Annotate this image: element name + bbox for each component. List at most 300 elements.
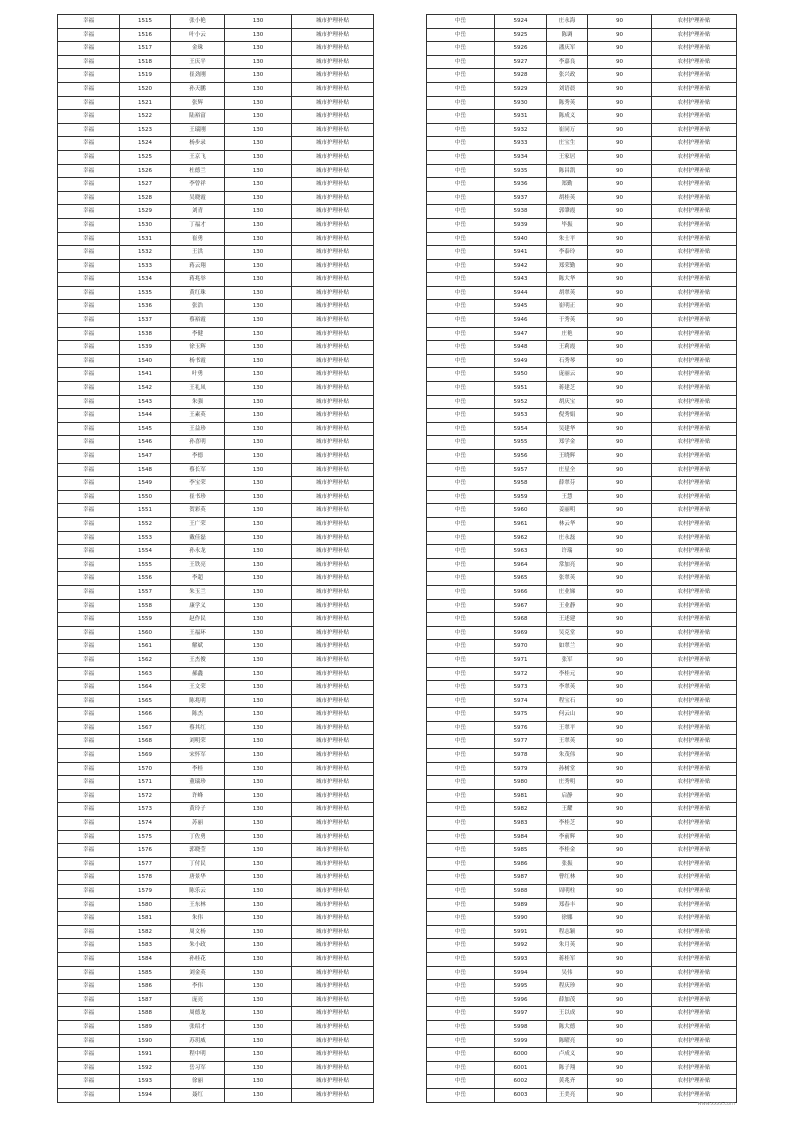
serial-number-cell: 1524 [120,137,171,151]
serial-number-cell: 5942 [495,259,547,273]
name-cell: 丁佐勇 [171,830,225,844]
town-cell: 中岳 [427,762,495,776]
amount-cell: 130 [225,558,292,572]
amount-cell: 90 [588,667,652,681]
name-cell: 程庆珍 [547,980,588,994]
town-cell: 幸福 [58,721,120,735]
serial-number-cell: 1534 [120,273,171,287]
amount-cell: 130 [225,1007,292,1021]
name-cell: 李前辉 [547,830,588,844]
table-row [58,885,374,899]
amount-cell: 90 [588,857,652,871]
subsidy-type-cell: 农村护理补贴 [652,925,737,939]
town-cell: 中岳 [427,830,495,844]
name-cell: 黄红珠 [171,286,225,300]
subsidy-type-cell: 城市护理补贴 [292,830,374,844]
amount-cell: 130 [225,341,292,355]
town-cell: 中岳 [427,640,495,654]
name-cell: 潘庆军 [547,42,588,56]
name-cell: 许峰 [171,789,225,803]
subsidy-type-cell: 城市护理补贴 [292,980,374,994]
serial-number-cell: 5987 [495,871,547,885]
name-cell: 孙喜明 [171,436,225,450]
subsidy-type-cell: 城市护理补贴 [292,776,374,790]
subsidy-type-cell: 城市护理补贴 [292,409,374,423]
town-cell: 中岳 [427,708,495,722]
name-cell: 黄玲子 [171,803,225,817]
name-cell: 王京飞 [171,150,225,164]
amount-cell: 90 [588,395,652,409]
amount-cell: 130 [225,490,292,504]
name-cell: 张浩 [171,300,225,314]
town-cell: 中岳 [427,1020,495,1034]
amount-cell: 130 [225,28,292,42]
name-cell: 徐丽 [171,1075,225,1089]
table-row [58,300,374,314]
table-row [427,545,737,559]
name-cell: 李健 [171,327,225,341]
table-row [58,314,374,328]
town-cell: 中岳 [427,613,495,627]
town-cell: 幸福 [58,82,120,96]
serial-number-cell: 5933 [495,137,547,151]
subsidy-type-cell: 农村护理补贴 [652,259,737,273]
serial-number-cell: 5944 [495,286,547,300]
town-cell: 中岳 [427,993,495,1007]
serial-number-cell: 5931 [495,110,547,124]
amount-cell: 90 [588,694,652,708]
amount-cell: 130 [225,246,292,260]
amount-cell: 90 [588,1007,652,1021]
name-cell: 陈大华 [547,273,588,287]
name-cell: 程志颖 [547,925,588,939]
name-cell: 崔明正 [547,300,588,314]
subsidy-type-cell: 城市护理补贴 [292,653,374,667]
town-cell: 幸福 [58,912,120,926]
serial-number-cell: 5991 [495,925,547,939]
table-row [58,830,374,844]
town-cell: 中岳 [427,395,495,409]
town-cell: 幸福 [58,531,120,545]
serial-number-cell: 1574 [120,817,171,831]
serial-number-cell: 1535 [120,286,171,300]
table-row [58,110,374,124]
serial-number-cell: 5952 [495,395,547,409]
subsidy-type-cell: 农村护理补贴 [652,354,737,368]
table-row [427,939,737,953]
table-row [58,1007,374,1021]
amount-cell: 130 [225,450,292,464]
serial-number-cell: 5951 [495,382,547,396]
name-cell: 程宝石 [547,694,588,708]
serial-number-cell: 5999 [495,1034,547,1048]
town-cell: 幸福 [58,463,120,477]
subsidy-type-cell: 农村护理补贴 [652,286,737,300]
subsidy-type-cell: 城市护理补贴 [292,504,374,518]
town-cell: 中岳 [427,123,495,137]
subsidy-type-cell: 农村护理补贴 [652,341,737,355]
serial-number-cell: 5975 [495,708,547,722]
amount-cell: 90 [588,912,652,926]
subsidy-type-cell: 城市护理补贴 [292,354,374,368]
amount-cell: 90 [588,966,652,980]
name-cell: 王以成 [547,1007,588,1021]
serial-number-cell: 1545 [120,422,171,436]
serial-number-cell: 5961 [495,517,547,531]
town-cell: 幸福 [58,450,120,464]
amount-cell: 130 [225,150,292,164]
town-cell: 幸福 [58,572,120,586]
serial-number-cell: 5984 [495,830,547,844]
amount-cell: 130 [225,871,292,885]
town-cell: 幸福 [58,1061,120,1075]
amount-cell: 90 [588,327,652,341]
subsidy-type-cell: 农村护理补贴 [652,368,737,382]
subsidy-type-cell: 城市护理补贴 [292,626,374,640]
name-cell: 宋怀军 [171,749,225,763]
subsidy-type-cell: 城市护理补贴 [292,572,374,586]
amount-cell: 130 [225,531,292,545]
town-cell: 中岳 [427,898,495,912]
amount-cell: 130 [225,354,292,368]
subsidy-type-cell: 城市护理补贴 [292,477,374,491]
serial-number-cell: 5971 [495,653,547,667]
table-row [58,721,374,735]
subsidy-type-cell: 城市护理补贴 [292,341,374,355]
table-row [427,42,737,56]
name-cell: 朱士平 [547,232,588,246]
town-cell: 中岳 [427,681,495,695]
amount-cell: 90 [588,368,652,382]
amount-cell: 130 [225,735,292,749]
table-row [58,844,374,858]
subsidy-type-cell: 农村护理补贴 [652,517,737,531]
serial-number-cell: 1536 [120,300,171,314]
amount-cell: 90 [588,545,652,559]
amount-cell: 90 [588,42,652,56]
serial-number-cell: 5938 [495,205,547,219]
amount-cell: 90 [588,463,652,477]
serial-number-cell: 1533 [120,259,171,273]
serial-number-cell: 1539 [120,341,171,355]
table-row [427,531,737,545]
name-cell: 薛翠芬 [547,477,588,491]
name-cell: 王瑞刚 [171,123,225,137]
name-cell: 张辉 [171,96,225,110]
town-cell: 中岳 [427,1048,495,1062]
table-row [427,178,737,192]
table-row [58,966,374,980]
subsidy-type-cell: 农村护理补贴 [652,28,737,42]
table-row [58,667,374,681]
town-cell: 幸福 [58,640,120,654]
serial-number-cell: 5958 [495,477,547,491]
subsidy-type-cell: 农村护理补贴 [652,450,737,464]
serial-number-cell: 1520 [120,82,171,96]
subsidy-type-cell: 城市护理补贴 [292,450,374,464]
serial-number-cell: 1567 [120,721,171,735]
subsidy-type-cell: 城市护理补贴 [292,137,374,151]
subsidy-type-cell: 城市护理补贴 [292,735,374,749]
name-cell: 蒋云翔 [171,259,225,273]
serial-number-cell: 5973 [495,681,547,695]
amount-cell: 90 [588,762,652,776]
amount-cell: 130 [225,164,292,178]
serial-number-cell: 1553 [120,531,171,545]
amount-cell: 90 [588,980,652,994]
amount-cell: 130 [225,259,292,273]
name-cell: 金珠 [171,42,225,56]
subsidy-type-cell: 城市护理补贴 [292,749,374,763]
name-cell: 蒋建芝 [547,382,588,396]
subsidy-type-cell: 农村护理补贴 [652,1075,737,1089]
name-cell: 王耀 [547,803,588,817]
amount-cell: 90 [588,422,652,436]
serial-number-cell: 5953 [495,409,547,423]
town-cell: 幸福 [58,218,120,232]
town-cell: 幸福 [58,110,120,124]
name-cell: 孙桂花 [171,952,225,966]
serial-number-cell: 5928 [495,69,547,83]
serial-number-cell: 1527 [120,178,171,192]
name-cell: 姜丽明 [547,504,588,518]
table-row [58,150,374,164]
amount-cell: 130 [225,382,292,396]
town-cell: 幸福 [58,857,120,871]
amount-cell: 130 [225,830,292,844]
town-cell: 中岳 [427,178,495,192]
amount-cell: 90 [588,572,652,586]
name-cell: 陈兆明 [171,694,225,708]
town-cell: 中岳 [427,1007,495,1021]
table-row [58,749,374,763]
town-cell: 幸福 [58,1075,120,1089]
town-cell: 幸福 [58,694,120,708]
table-row [427,327,737,341]
table-row [427,55,737,69]
table-row [427,28,737,42]
amount-cell: 130 [225,300,292,314]
name-cell: 石秀琴 [547,354,588,368]
serial-number-cell: 5925 [495,28,547,42]
amount-cell: 130 [225,69,292,83]
town-cell: 幸福 [58,191,120,205]
table-row [427,382,737,396]
town-cell: 中岳 [427,110,495,124]
amount-cell: 130 [225,545,292,559]
serial-number-cell: 1583 [120,939,171,953]
subsidy-type-cell: 城市护理补贴 [292,395,374,409]
subsidy-type-cell: 农村护理补贴 [652,314,737,328]
subsidy-type-cell: 城市护理补贴 [292,327,374,341]
serial-number-cell: 5924 [495,15,547,29]
subsidy-type-cell: 城市护理补贴 [292,42,374,56]
subsidy-type-cell: 农村护理补贴 [652,545,737,559]
subsidy-type-cell: 城市护理补贴 [292,871,374,885]
amount-cell: 90 [588,137,652,151]
town-cell: 幸福 [58,871,120,885]
name-cell: 王广荣 [171,517,225,531]
town-cell: 幸福 [58,409,120,423]
name-cell: 庄永海 [547,15,588,29]
name-cell: 王益珍 [171,422,225,436]
table-row [427,694,737,708]
serial-number-cell: 5930 [495,96,547,110]
town-cell: 幸福 [58,803,120,817]
subsidy-type-cell: 农村护理补贴 [652,1034,737,1048]
amount-cell: 130 [225,762,292,776]
name-cell: 李桂金 [547,844,588,858]
serial-number-cell: 1589 [120,1020,171,1034]
name-cell: 朱伟 [171,912,225,926]
subsidy-type-cell: 农村护理补贴 [652,327,737,341]
town-cell: 中岳 [427,885,495,899]
subsidy-type-cell: 农村护理补贴 [652,82,737,96]
subsidy-type-cell: 城市护理补贴 [292,436,374,450]
name-cell: 王家居 [547,150,588,164]
name-cell: 孙永龙 [171,545,225,559]
amount-cell: 90 [588,490,652,504]
town-cell: 中岳 [427,558,495,572]
table-row [427,246,737,260]
subsidy-type-cell: 农村护理补贴 [652,749,737,763]
table-row [427,110,737,124]
table-row [58,1061,374,1075]
table-row [58,1048,374,1062]
table-row [427,1034,737,1048]
table-row [427,150,737,164]
name-cell: 王莉霞 [547,341,588,355]
table-row [58,28,374,42]
serial-number-cell: 1584 [120,952,171,966]
name-cell: 陈杰 [171,708,225,722]
town-cell: 中岳 [427,327,495,341]
subsidy-type-cell: 农村护理补贴 [652,490,737,504]
subsidy-type-cell: 农村护理补贴 [652,531,737,545]
subsidy-type-cell: 农村护理补贴 [652,980,737,994]
subsidy-type-cell: 城市护理补贴 [292,912,374,926]
serial-number-cell: 1580 [120,898,171,912]
subsidy-type-cell: 城市护理补贴 [292,259,374,273]
town-cell: 幸福 [58,354,120,368]
subsidy-type-cell: 城市护理补贴 [292,1020,374,1034]
name-cell: 庄业娣 [547,585,588,599]
amount-cell: 90 [588,1075,652,1089]
town-cell: 中岳 [427,368,495,382]
amount-cell: 90 [588,259,652,273]
serial-number-cell: 1546 [120,436,171,450]
name-cell: 庄星全 [547,463,588,477]
subsidy-type-cell: 农村护理补贴 [652,844,737,858]
town-cell: 中岳 [427,857,495,871]
serial-number-cell: 5981 [495,789,547,803]
serial-number-cell: 5941 [495,246,547,260]
amount-cell: 130 [225,721,292,735]
town-cell: 幸福 [58,477,120,491]
subsidy-type-cell: 城市护理补贴 [292,1088,374,1102]
table-row [58,939,374,953]
amount-cell: 130 [225,980,292,994]
town-cell: 中岳 [427,137,495,151]
serial-number-cell: 1566 [120,708,171,722]
serial-number-cell: 5947 [495,327,547,341]
amount-cell: 130 [225,912,292,926]
subsidy-type-cell: 农村护理补贴 [652,1088,737,1102]
name-cell: 王美亮 [547,1088,588,1102]
town-cell: 幸福 [58,952,120,966]
name-cell: 崔书珍 [171,490,225,504]
town-cell: 幸福 [58,164,120,178]
table-row [58,762,374,776]
amount-cell: 90 [588,477,652,491]
serial-number-cell: 1591 [120,1048,171,1062]
table-row [58,531,374,545]
table-row [427,762,737,776]
subsidy-type-cell: 农村护理补贴 [652,735,737,749]
amount-cell: 130 [225,273,292,287]
table-row [58,96,374,110]
name-cell: 常加亮 [547,558,588,572]
subsidy-type-cell: 城市护理补贴 [292,667,374,681]
name-cell: 林云华 [547,517,588,531]
subsidy-type-cell: 城市护理补贴 [292,1007,374,1021]
town-cell: 中岳 [427,1061,495,1075]
subsidy-type-cell: 城市护理补贴 [292,585,374,599]
name-cell: 陈秀英 [547,96,588,110]
serial-number-cell: 5978 [495,749,547,763]
table-row [58,558,374,572]
subsidy-type-cell: 农村护理补贴 [652,721,737,735]
amount-cell: 90 [588,382,652,396]
table-row [58,613,374,627]
subsidy-type-cell: 农村护理补贴 [652,776,737,790]
table-row [427,817,737,831]
subsidy-type-cell: 城市护理补贴 [292,708,374,722]
amount-cell: 130 [225,776,292,790]
name-cell: 周明柱 [547,885,588,899]
amount-cell: 90 [588,939,652,953]
watermark-text: www.xxxx.com [697,1101,735,1107]
subsidy-type-cell: 城市护理补贴 [292,1075,374,1089]
serial-number-cell: 5946 [495,314,547,328]
amount-cell: 90 [588,164,652,178]
table-row [58,382,374,396]
subsidy-type-cell: 城市护理补贴 [292,69,374,83]
right-subsidy-table [426,14,737,1103]
amount-cell: 90 [588,871,652,885]
subsidy-type-cell: 农村护理补贴 [652,409,737,423]
subsidy-type-cell: 农村护理补贴 [652,857,737,871]
table-row [427,681,737,695]
left-subsidy-table [57,14,374,1103]
amount-cell: 130 [225,694,292,708]
amount-cell: 90 [588,1088,652,1102]
subsidy-type-cell: 城市护理补贴 [292,966,374,980]
amount-cell: 130 [225,504,292,518]
table-row [427,613,737,627]
table-row [58,232,374,246]
town-cell: 中岳 [427,517,495,531]
subsidy-type-cell: 农村护理补贴 [652,232,737,246]
subsidy-type-cell: 城市护理补贴 [292,150,374,164]
town-cell: 幸福 [58,246,120,260]
table-row [427,558,737,572]
subsidy-type-cell: 城市护理补贴 [292,844,374,858]
town-cell: 中岳 [427,490,495,504]
subsidy-type-cell: 农村护理补贴 [652,939,737,953]
serial-number-cell: 1555 [120,558,171,572]
table-row [58,273,374,287]
